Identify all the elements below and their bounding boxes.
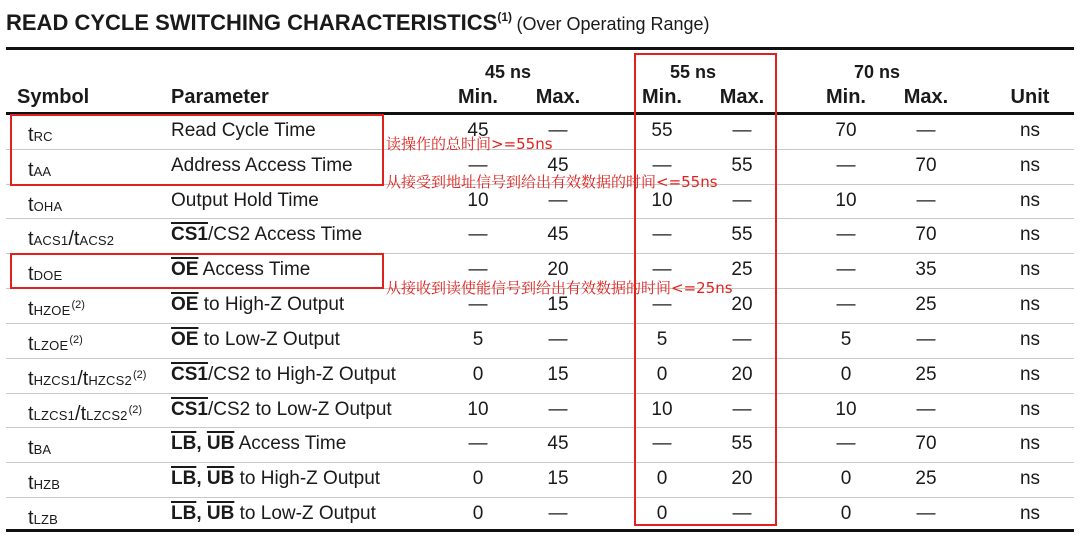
- value-max-45: 20: [547, 259, 569, 281]
- value-min-45: 0: [472, 503, 484, 525]
- unit-cell: ns: [1019, 294, 1041, 316]
- value-max-45: —: [548, 120, 568, 141]
- value-min-70: 10: [835, 398, 857, 420]
- group-55ns-header: 55 ns: [669, 62, 717, 82]
- unit-cell: ns: [1019, 259, 1041, 281]
- row-divider: [6, 462, 1074, 463]
- value-min-55: —: [652, 259, 672, 281]
- min-header-70: Min.: [826, 86, 866, 108]
- unit-cell: ns: [1019, 154, 1041, 176]
- value-min-55: 10: [651, 398, 673, 420]
- value-min-70: —: [836, 294, 856, 316]
- value-max-55: 55: [731, 224, 753, 246]
- annotation-address-access: 从接受到地址信号到给出有效数据的时间<=55ns: [386, 173, 718, 191]
- value-max-45: —: [548, 398, 568, 420]
- value-max-70: 25: [915, 294, 937, 316]
- value-max-70: 70: [915, 433, 937, 455]
- unit-cell: ns: [1019, 503, 1041, 525]
- unit-cell: ns: [1019, 328, 1041, 350]
- row-divider: [6, 323, 1074, 324]
- value-max-55: —: [732, 398, 752, 420]
- value-min-45: 5: [472, 328, 484, 350]
- value-min-55: 0: [656, 503, 668, 525]
- value-max-55: 25: [731, 259, 753, 281]
- group-45ns-header: 45 ns: [484, 62, 532, 82]
- unit-cell: ns: [1019, 398, 1041, 420]
- unit-cell: ns: [1019, 224, 1041, 246]
- parameter-cell: CS1/CS2 to Low-Z Output: [171, 398, 392, 420]
- value-min-70: —: [836, 259, 856, 281]
- value-max-55: 20: [731, 294, 753, 316]
- parameter-cell: Address Access Time: [171, 154, 353, 176]
- symbol-cell: tHZCS1/tHZCS2$^{(2)}$: [28, 367, 147, 390]
- annotation-oe-access: 从接收到读使能信号到给出有效数据的时间<=25ns: [386, 279, 733, 297]
- symbol-cell: tAA: [28, 158, 52, 181]
- parameter-cell: $\overline{LB}$, $\overline{UB}$ to High-Z Output: [171, 468, 381, 490]
- highlight-box-trc-taa: [10, 114, 384, 186]
- value-min-55: 10: [651, 189, 673, 211]
- value-max-70: 70: [915, 154, 937, 176]
- parameter-cell: Read Cycle Time: [171, 120, 316, 141]
- value-min-45: —: [468, 294, 488, 316]
- value-min-55: —: [652, 154, 672, 176]
- value-min-70: —: [836, 154, 856, 176]
- value-min-55: 55: [651, 120, 673, 141]
- value-max-45: —: [548, 189, 568, 211]
- value-max-45: 45: [547, 154, 569, 176]
- value-min-45: 45: [467, 120, 489, 141]
- symbol-cell: tLZB: [28, 507, 59, 530]
- row-divider: [6, 218, 1074, 219]
- value-max-45: 45: [547, 224, 569, 246]
- value-max-70: —: [916, 398, 936, 420]
- value-max-45: 15: [547, 294, 569, 316]
- value-max-55: 55: [731, 433, 753, 455]
- parameter-cell: Output Hold Time: [171, 189, 319, 211]
- group-70ns-header: 70 ns: [853, 62, 901, 82]
- parameter-cell: $\overline{OE}$ Access Time: [171, 259, 311, 281]
- parameter-cell: $\overline{LB}$, $\overline{UB}$ to Low-Z Output: [171, 503, 376, 525]
- value-min-45: —: [468, 224, 488, 246]
- value-max-70: 70: [915, 224, 937, 246]
- unit-cell: ns: [1019, 433, 1041, 455]
- value-max-55: 20: [731, 363, 753, 385]
- parameter-header: Parameter: [171, 86, 269, 108]
- value-min-45: 0: [472, 363, 484, 385]
- row-divider: [6, 427, 1074, 428]
- symbol-cell: tACS1/tACS2: [28, 228, 115, 251]
- value-min-70: —: [836, 224, 856, 246]
- symbol-cell: tHZB: [28, 472, 61, 495]
- value-min-70: 70: [835, 120, 857, 141]
- parameter-cell: CS1/CS2 to High-Z Output: [171, 363, 396, 385]
- value-min-45: 10: [467, 398, 489, 420]
- unit-cell: ns: [1019, 363, 1041, 385]
- parameter-cell: $\overline{LB}$, $\overline{UB}$ Access Time: [171, 433, 347, 455]
- value-min-70: 0: [840, 503, 852, 525]
- value-max-55: —: [732, 503, 752, 525]
- value-min-70: —: [836, 433, 856, 455]
- value-max-70: 25: [915, 363, 937, 385]
- title-footnote: (1): [497, 10, 513, 24]
- unit-header: Unit: [1010, 86, 1050, 108]
- table-top-rule: [6, 47, 1074, 50]
- value-max-70: 25: [915, 468, 937, 490]
- unit-cell: ns: [1019, 468, 1041, 490]
- value-min-55: —: [652, 224, 672, 246]
- value-min-70: 10: [835, 189, 857, 211]
- page-title: [6, 4, 710, 39]
- value-max-45: 45: [547, 433, 569, 455]
- value-max-55: 20: [731, 468, 753, 490]
- symbol-header: Symbol: [17, 86, 90, 108]
- value-max-70: 35: [915, 259, 937, 281]
- row-divider: [6, 393, 1074, 394]
- min-header-45: Min.: [458, 86, 498, 108]
- value-min-55: —: [652, 433, 672, 455]
- unit-cell: ns: [1019, 120, 1041, 141]
- symbol-cell: tLZCS1/tLZCS2$^{(2)}$: [28, 402, 143, 425]
- symbol-cell: tDOE: [28, 263, 63, 286]
- value-max-45: —: [548, 503, 568, 525]
- value-max-55: —: [732, 120, 752, 141]
- symbol-cell: tHZOE$^{(2)}$: [28, 298, 85, 321]
- value-min-45: —: [468, 259, 488, 281]
- row-divider: [6, 497, 1074, 498]
- value-max-70: —: [916, 328, 936, 350]
- symbol-cell: tOHA: [28, 193, 63, 216]
- value-max-45: 15: [547, 468, 569, 490]
- value-max-45: 15: [547, 363, 569, 385]
- symbol-cell: tRC: [28, 124, 53, 146]
- value-max-45: —: [548, 328, 568, 350]
- value-min-45: 10: [467, 189, 489, 211]
- row-divider: [6, 358, 1074, 359]
- value-min-70: 0: [840, 468, 852, 490]
- value-min-70: 0: [840, 363, 852, 385]
- value-max-70: —: [916, 189, 936, 211]
- parameter-cell: CS1/CS2 Access Time: [171, 224, 363, 246]
- value-max-55: —: [732, 328, 752, 350]
- value-min-45: —: [468, 433, 488, 455]
- symbol-cell: tLZOE$^{(2)}$: [28, 332, 83, 355]
- max-header-45: Max.: [535, 86, 581, 108]
- value-min-45: 0: [472, 468, 484, 490]
- value-min-55: —: [652, 294, 672, 316]
- value-max-55: —: [732, 189, 752, 211]
- highlight-box-tdoe: [10, 253, 384, 289]
- value-min-55: 0: [656, 363, 668, 385]
- value-min-45: —: [468, 154, 488, 176]
- value-min-55: 5: [656, 328, 668, 350]
- parameter-cell: $\overline{OE}$ to Low-Z Output: [171, 328, 340, 350]
- unit-cell: ns: [1019, 189, 1041, 211]
- annotation-read-cycle: 读操作的总时间>=55ns: [386, 135, 553, 153]
- value-min-70: 5: [840, 328, 852, 350]
- parameter-cell: $\overline{OE}$ to High-Z Output: [171, 294, 345, 316]
- title-subtitle: (Over Operating Range): [516, 14, 710, 34]
- table-bottom-rule: [6, 529, 1074, 532]
- value-max-70: —: [916, 120, 936, 141]
- value-max-55: 55: [731, 154, 753, 176]
- title-main: READ CYCLE SWITCHING CHARACTERISTICS: [6, 10, 498, 35]
- max-header-55: Max.: [719, 86, 765, 108]
- value-max-70: —: [916, 503, 936, 525]
- value-min-55: 0: [656, 468, 668, 490]
- symbol-cell: tBA: [28, 437, 52, 460]
- max-header-70: Max.: [903, 86, 949, 108]
- min-header-55: Min.: [642, 86, 682, 108]
